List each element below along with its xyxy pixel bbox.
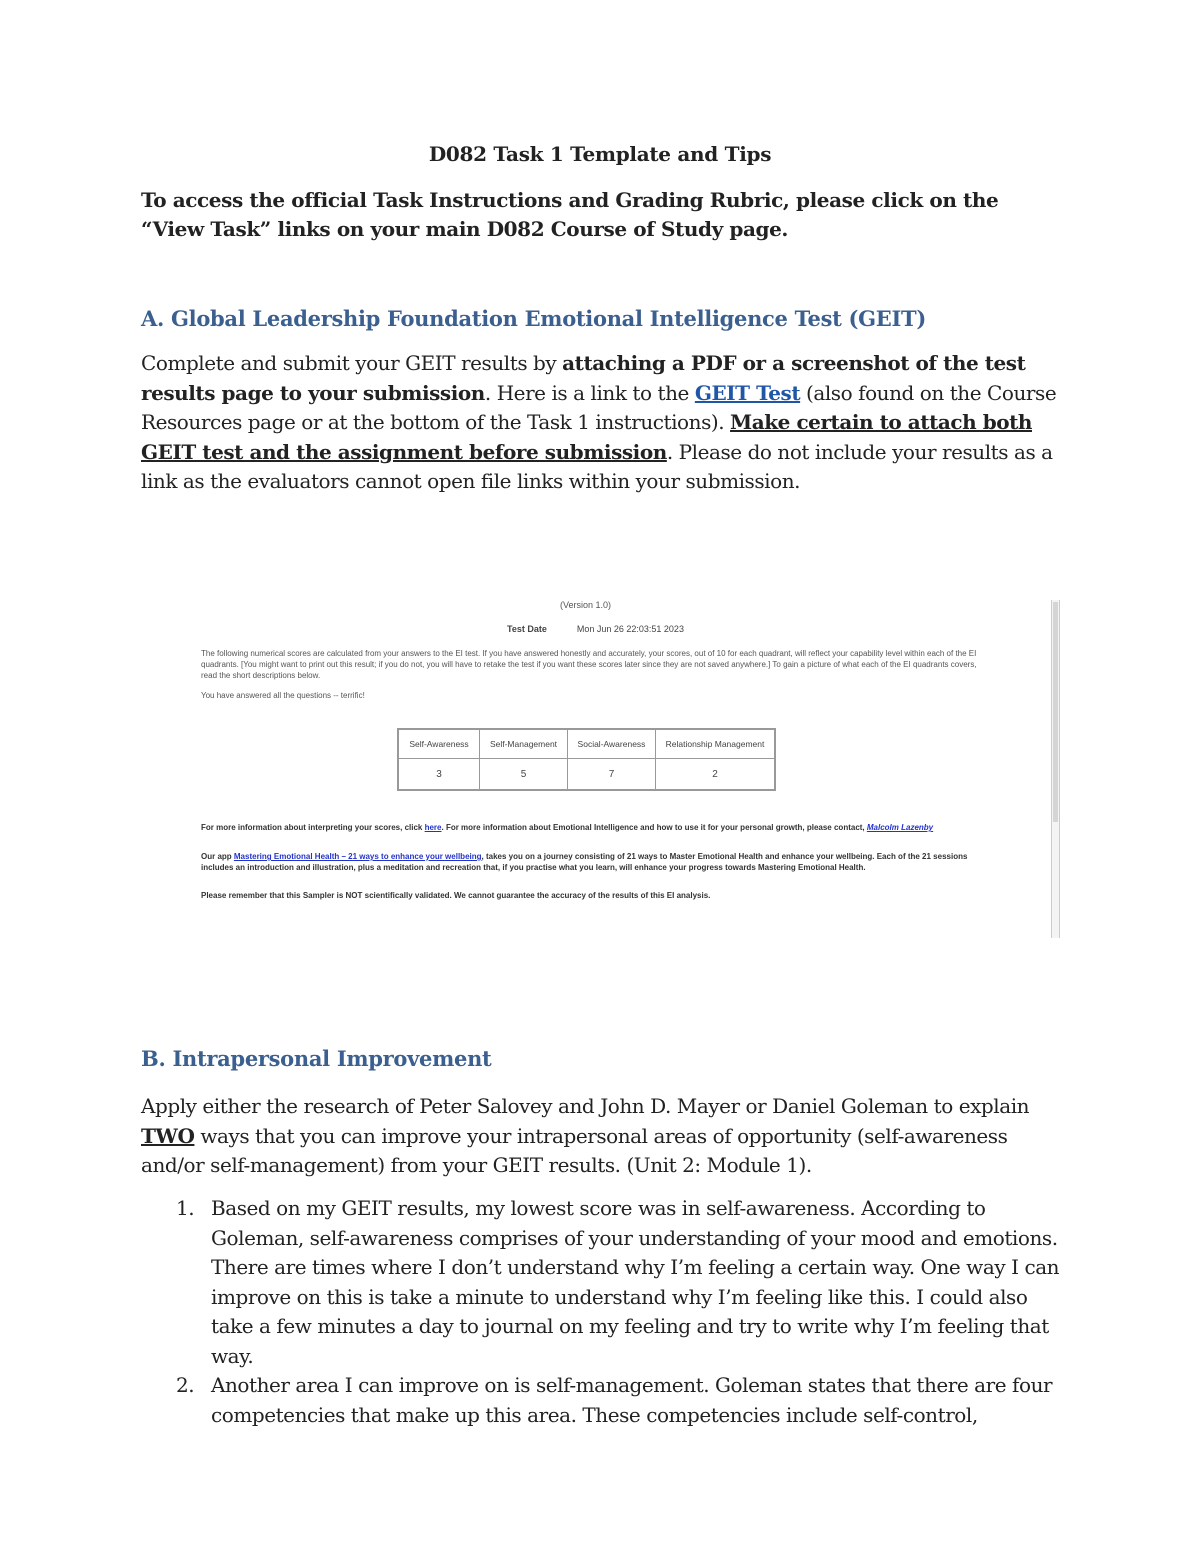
disclaimer-text: Please remember that this Sampler is NOT scientifically validated. We cannot guarantee the accuracy of the results of this EI analysis. xyxy=(201,891,711,900)
list-item-text: Based on my GEIT results, my lowest score was in self-awareness. According to Goleman, self-awareness comprises of your understanding of your mood and emotions. There are times where I don’t understand why I’m feeling a certain way. One way I can improve on this is take a minute to understand why I’m feeling like this. I could also take a few minutes a day to journal on my feeling and try to write why I’m feeling that way. xyxy=(211,1196,1060,1368)
section-a-text-3: . Here is a link to the xyxy=(484,380,695,405)
scores-header-row xyxy=(398,729,775,759)
section-a-heading: A. Global Leadership Foundation Emotional Intelligence Test (GEIT) xyxy=(141,306,926,331)
list-item-text: Another area I can improve on is self-management. Goleman states that there are four competencies that make up this area. These competencies include self-control, xyxy=(211,1373,1053,1427)
section-a-bold-text: attaching a PDF or a screenshot of the test results page to your submission xyxy=(141,351,1026,405)
section-b-underlined-text: TWO xyxy=(141,1123,195,1148)
app-link[interactable]: Mastering Emotional Health – 21 ways to enhance your wellbeing xyxy=(233,852,482,861)
more-info-text-2: . For more information about Emotional Intelligence and how to use it for your personal growth, please contact, xyxy=(441,823,867,832)
answered-message: You have answered all the questions -- terrific! xyxy=(201,691,365,700)
app-info-text xyxy=(201,851,981,873)
section-b-text-3: ways that you can improve your intrapersonal areas of opportunity (self-awareness and/or self-management) from your GEIT results. (Unit 2: Module 1). xyxy=(141,1123,1008,1177)
section-a-paragraph xyxy=(141,349,1061,497)
section-b-paragraph xyxy=(141,1092,1061,1181)
scores-table xyxy=(397,728,776,791)
test-date-label: Test Date xyxy=(507,624,547,634)
section-b-text-1: Apply either the research of Peter Salovey and John D. Mayer or Daniel Goleman to explain xyxy=(141,1094,1030,1118)
contact-link[interactable]: Malcolm Lazenby xyxy=(866,823,934,832)
document-title: D082 Task 1 Template and Tips xyxy=(428,142,772,166)
header-self-management: Self-Management xyxy=(480,729,568,759)
version-label: (Version 1.0) xyxy=(560,600,612,610)
header-social-awareness: Social-Awareness xyxy=(568,729,656,759)
test-date xyxy=(507,624,684,634)
more-info-text xyxy=(201,822,981,833)
intro-paragraph: To access the official Task Instructions and Grading Rubric, please click on the “View Task” links on your main D082 Course of Study page. xyxy=(141,188,999,241)
section-a-text-6: . Please do not include your results as a link as the evaluators cannot open file links within your submission. xyxy=(141,439,1053,493)
app-text-1: Our app xyxy=(201,852,234,861)
geit-test-link[interactable]: GEIT Test xyxy=(694,380,801,405)
header-self-awareness: Self-Awareness xyxy=(398,729,480,759)
score-self-management: 5 xyxy=(480,759,568,791)
list-item xyxy=(141,1371,1061,1430)
improvement-list xyxy=(141,1194,1061,1430)
score-self-awareness: 3 xyxy=(398,759,480,791)
section-a-text-4: (also found on the Course Resources page or at the bottom of the Task 1 instructions). xyxy=(141,380,1057,434)
header-relationship-management: Relationship Management xyxy=(656,729,776,759)
list-item-number: 2. xyxy=(176,1373,195,1397)
score-social-awareness: 7 xyxy=(568,759,656,791)
section-a-text-1: Complete and submit your GEIT results by xyxy=(141,351,563,375)
here-link[interactable]: here xyxy=(424,823,442,832)
scores-value-row xyxy=(398,759,775,791)
section-a-underlined-text: Make certain to attach both GEIT test and the assignment before submission xyxy=(141,410,1032,464)
test-date-value: Mon Jun 26 22:03:51 2023 xyxy=(576,624,684,634)
score-relationship-management: 2 xyxy=(656,759,776,791)
list-item xyxy=(141,1194,1061,1371)
scrollbar-thumb xyxy=(1053,602,1058,822)
results-description: The following numerical scores are calculated from your answers to the EI test. If you have answered honestly and accurately, your scores, out of 10 for each quadrant, will reflect your capability level within each of the EI quadrants. [You might want to print out this result; if you do not, you will have to retake the test if you want these scores later since they are not saved anywhere.] To gain a picture of what each of the EI quadrants covers, read the short descriptions below. xyxy=(201,649,977,680)
scrollbar xyxy=(1051,600,1060,938)
list-item-number: 1. xyxy=(176,1196,195,1220)
more-info-text-1: For more information about interpreting your scores, click xyxy=(201,823,425,832)
geit-results-screenshot xyxy=(195,595,1060,940)
section-b-heading: B. Intrapersonal Improvement xyxy=(141,1046,492,1071)
app-text-2: , takes you on a journey consisting of 21 ways to Master Emotional Health and enhance your wellbeing. Each of the 21 sessions includes an introduction and illustration, plus a meditation and recreation that, if you practise what you learn, will enhance your progress towards Mastering Emotional Health. xyxy=(201,852,968,872)
